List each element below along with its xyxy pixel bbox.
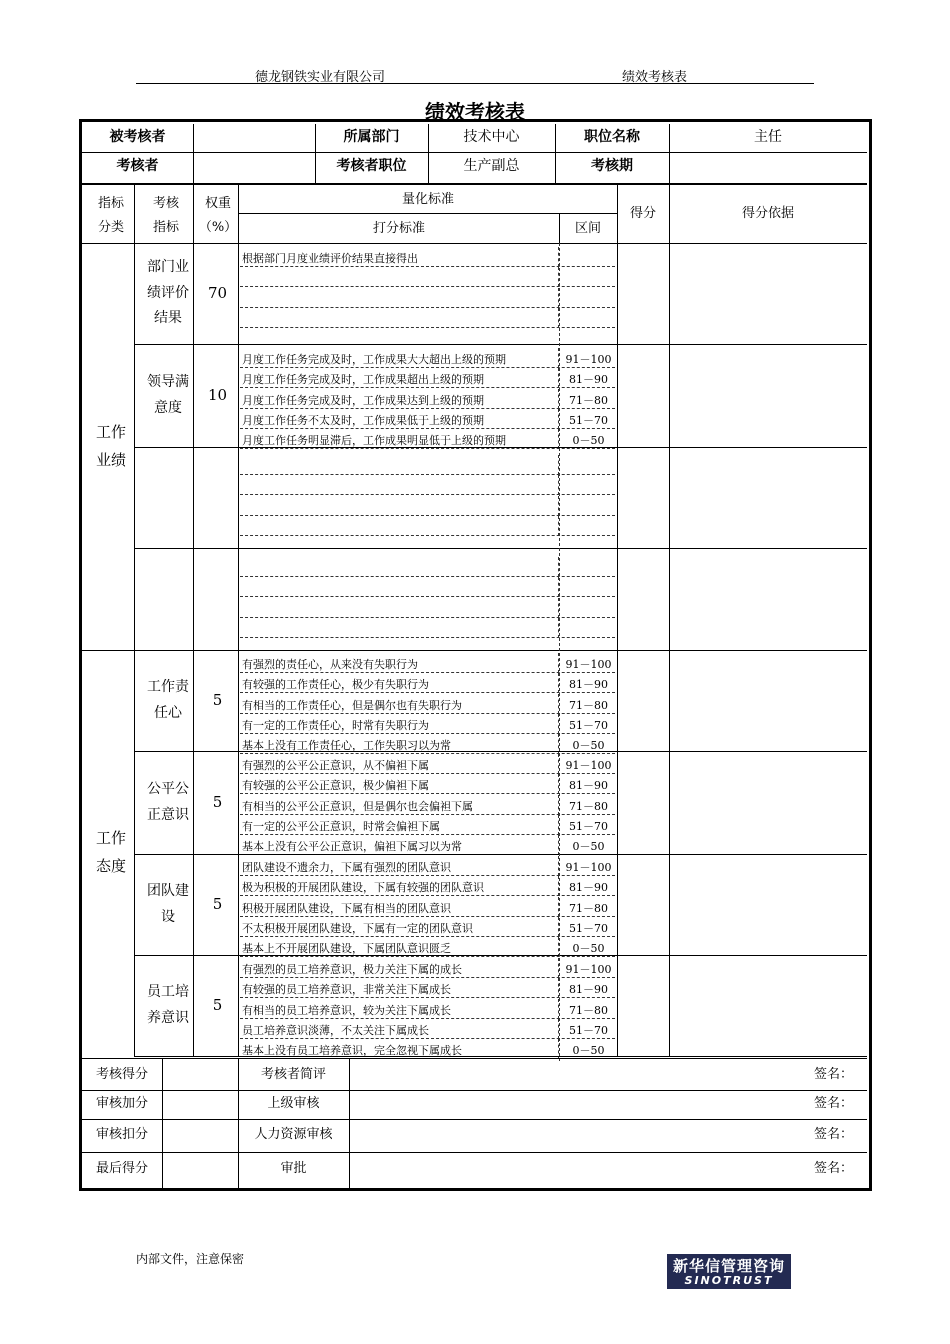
- evaluatee-label: 被考核者: [109, 129, 166, 146]
- criteria-range: 81－90: [569, 779, 608, 793]
- bottom-value-field[interactable]: [162, 1152, 238, 1186]
- grid-line: [428, 124, 429, 183]
- criteria-text: 月度工作任务明显滞后，工作成果明显低于上级的预期: [242, 434, 506, 448]
- criteria-range: 71－80: [569, 799, 608, 813]
- grid-line: [617, 185, 618, 1056]
- criteria-text: 有相当的工作责任心，但是偶尔也有失职行为: [242, 698, 462, 712]
- criteria-text: 不太积极开展团队建设，下属有一定的团队意识: [242, 921, 473, 935]
- bottom-col-divider: [349, 1058, 350, 1188]
- criteria-range: 91－100: [565, 759, 612, 772]
- signature-label: 签名：: [813, 1067, 853, 1083]
- criteria-text: 有较强的公平公正意识，极少偏袒下属: [242, 779, 429, 793]
- score-cell[interactable]: [617, 243, 669, 344]
- criteria-text: 有相当的公平公正意识，但是偶尔也会偏袒下属: [242, 799, 473, 813]
- criteria-text: 月度工作任务完成及时，工作成果达到上级的预期: [242, 393, 484, 407]
- grid-line: [669, 185, 670, 1056]
- indicator-name: 部门业绩评价结果: [147, 258, 189, 327]
- logo-en-text: SINOTRUST: [684, 1274, 774, 1287]
- criteria-range: 91－100: [565, 861, 612, 874]
- criteria-text: 团队建设不遗余力，下属有强烈的团队意识: [242, 861, 451, 874]
- criteria-text: 有相当的员工培养意识，较为关注下属成长: [242, 1003, 451, 1017]
- criteria-text: 基本上没有员工培养意识，完全忽视下属成长: [242, 1044, 462, 1058]
- logo-cn-text: 新华信管理咨询: [672, 1257, 785, 1275]
- criteria-range: 71－80: [569, 393, 608, 407]
- criteria-text: 有强烈的员工培养意识，极力关注下属的成长: [242, 963, 462, 976]
- score-cell[interactable]: [617, 548, 669, 650]
- criteria-text: 月度工作任务完成及时，工作成果超出上级的预期: [242, 373, 484, 387]
- score-cell[interactable]: [617, 344, 669, 447]
- bottom-row-label: 审核加分: [95, 1096, 148, 1112]
- col-score: 得分: [629, 206, 656, 222]
- indicator-weight: 10: [207, 385, 228, 404]
- indicator-weight: [196, 548, 239, 650]
- indicator-name: [140, 548, 196, 650]
- row-divider: [134, 1056, 867, 1057]
- criteria-range: 0－50: [572, 942, 605, 956]
- col-quant-standard: 量化标准: [401, 192, 454, 208]
- category-attitude: 工作态度: [95, 829, 126, 875]
- evaluator-position-label: 考核者职位: [336, 158, 407, 175]
- criteria-range: 51－70: [569, 921, 608, 935]
- grid-line: [193, 124, 194, 183]
- criteria-text: 有一定的工作责任心，时常有失职行为: [242, 718, 429, 732]
- signature-field[interactable]: [349, 1119, 867, 1152]
- criteria-range: 81－90: [569, 983, 608, 997]
- bottom-value-field[interactable]: [162, 1119, 238, 1152]
- dept-field[interactable]: 技术中心: [463, 129, 520, 146]
- criteria-text: 基本上没有工作责任心，工作失职习以为常: [242, 739, 451, 753]
- bottom-value-field[interactable]: [162, 1061, 238, 1090]
- period-field[interactable]: [669, 152, 867, 182]
- col-range: 区间: [574, 220, 601, 236]
- criteria-range: 81－90: [569, 678, 608, 692]
- signature-label: 签名：: [813, 1127, 853, 1143]
- grid-line: [134, 185, 135, 1056]
- basis-cell[interactable]: [669, 751, 867, 854]
- basis-cell[interactable]: [669, 955, 867, 1056]
- page-title: 绩效考核表: [425, 100, 525, 124]
- bottom-col-divider: [238, 1058, 239, 1188]
- criteria-range: 91－100: [565, 353, 612, 366]
- criteria-range: 0－50: [572, 840, 605, 854]
- criteria-text: 有较强的工作责任心，极少有失职行为: [242, 678, 429, 692]
- indicator-weight: 5: [212, 792, 223, 811]
- sinotrust-logo: [667, 1254, 791, 1289]
- evaluator-position-field[interactable]: 生产副总: [463, 158, 520, 175]
- criteria-range: 91－100: [565, 963, 612, 976]
- indicator-weight: 5: [212, 995, 223, 1014]
- bottom-review-label: 审批: [280, 1160, 307, 1176]
- grid-line: [238, 185, 239, 1056]
- header-doc-name: 绩效考核表: [622, 70, 688, 85]
- evaluator-field[interactable]: [193, 152, 315, 182]
- indicator-name: 领导满意度: [147, 373, 189, 416]
- signature-field[interactable]: [349, 1090, 867, 1119]
- criteria-range: 51－70: [569, 1023, 608, 1037]
- bottom-row-label: 审核扣分: [95, 1127, 148, 1143]
- criteria-range: 0－50: [572, 434, 605, 448]
- criteria-text: 员工培养意识淡薄，不太关注下属成长: [242, 1023, 429, 1037]
- score-cell[interactable]: [617, 650, 669, 751]
- indicator-weight: [196, 447, 239, 548]
- criteria-range: 81－90: [569, 881, 608, 895]
- criteria-range: 0－50: [572, 1044, 605, 1058]
- basis-cell[interactable]: [669, 344, 867, 447]
- bottom-row-label: 考核得分: [95, 1067, 148, 1083]
- signature-field[interactable]: [349, 1061, 867, 1090]
- header-company: 德龙钢铁实业有限公司: [255, 70, 386, 85]
- criteria-text: 月度工作任务不太及时，工作成果低于上级的预期: [242, 413, 484, 427]
- signature-field[interactable]: [349, 1152, 867, 1186]
- criteria-range: 71－80: [569, 1003, 608, 1017]
- criteria-text: 根据部门月度业绩评价结果直接得出: [242, 252, 418, 265]
- grid-line: [555, 124, 556, 183]
- period-label: 考核期: [591, 158, 633, 175]
- bottom-review-label: 人力资源审核: [254, 1127, 333, 1143]
- criteria-text: 基本上不开展团队建设，下属团队意识匮乏: [242, 942, 451, 956]
- criteria-text: 有一定的公平公正意识，时常会偏袒下属: [242, 819, 440, 833]
- criteria-range: 81－90: [569, 373, 608, 387]
- basis-cell[interactable]: [669, 650, 867, 751]
- grid-line: [193, 185, 194, 1056]
- criteria-text: 有强烈的公平公正意识，从不偏袒下属: [242, 759, 429, 772]
- criteria-range: 51－70: [569, 819, 608, 833]
- basis-cell[interactable]: [669, 854, 867, 955]
- bottom-col-divider: [162, 1058, 163, 1188]
- criteria-text: 月度工作任务完成及时，工作成果大大超出上级的预期: [242, 353, 506, 366]
- score-cell[interactable]: [617, 447, 669, 548]
- bottom-row-label: 最后得分: [95, 1160, 148, 1176]
- footer-note: 内部文件，注意保密: [136, 1252, 245, 1266]
- criteria-text: 积极开展团队建设，下属有相当的团队意识: [242, 901, 451, 915]
- basis-cell[interactable]: [669, 548, 867, 650]
- grid-line: [82, 243, 867, 244]
- basis-cell[interactable]: [669, 447, 867, 548]
- criteria-range: 51－70: [569, 718, 608, 732]
- score-cell[interactable]: [617, 955, 669, 1056]
- col-weight: 权重（%）: [198, 195, 238, 235]
- bottom-review-label: 上级审核: [267, 1096, 320, 1112]
- col-indicator: 考核指标: [152, 195, 179, 235]
- criteria-text: 基本上没有公平公正意识，偏袒下属习以为常: [242, 840, 462, 854]
- grid-line: [82, 183, 867, 185]
- indicator-weight: 5: [212, 894, 223, 913]
- criteria-text: 有强烈的责任心，从来没有失职行为: [242, 658, 418, 671]
- criteria-range: 51－70: [569, 413, 608, 427]
- category-performance: 工作业绩: [95, 422, 126, 469]
- criteria-range: 91－100: [565, 658, 612, 671]
- position-field[interactable]: 主任: [754, 129, 782, 146]
- evaluator-label: 考核者: [116, 158, 159, 175]
- grid-line: [669, 124, 670, 183]
- col-basis: 得分依据: [741, 206, 794, 222]
- indicator-name: 员工培养意识: [147, 983, 189, 1026]
- grid-line: [315, 124, 316, 183]
- header-rule: [136, 83, 814, 84]
- bottom-value-field[interactable]: [162, 1090, 238, 1119]
- score-cell[interactable]: [617, 751, 669, 854]
- bottom-row-divider: [82, 1119, 867, 1120]
- position-label: 职位名称: [584, 129, 640, 146]
- indicator-name: [140, 447, 196, 548]
- indicator-name: 公平公正意识: [147, 780, 189, 823]
- bottom-row-divider: [82, 1090, 867, 1091]
- col-category: 指标分类: [97, 195, 124, 235]
- grid-line: [239, 213, 617, 214]
- indicator-weight: 5: [212, 690, 223, 709]
- evaluatee-field[interactable]: [193, 124, 315, 152]
- basis-cell[interactable]: [669, 243, 867, 344]
- score-cell[interactable]: [617, 854, 669, 955]
- col-scoring-standard: 打分标准: [372, 220, 425, 236]
- dept-label: 所属部门: [343, 129, 400, 146]
- signature-label: 签名：: [813, 1160, 853, 1176]
- grid-line: [559, 213, 560, 243]
- bottom-top-line: [82, 1058, 867, 1059]
- indicator-name: 团队建设: [147, 882, 189, 925]
- criteria-text: 有较强的员工培养意识，非常关注下属成长: [242, 983, 451, 997]
- indicator-weight: 70: [207, 283, 228, 302]
- bottom-row-divider: [82, 1152, 867, 1153]
- bottom-review-label: 考核者简评: [260, 1067, 326, 1083]
- grid-line: [82, 152, 867, 153]
- grid-line: [559, 243, 560, 1061]
- criteria-range: 71－80: [569, 901, 608, 915]
- criteria-text: 极为积极的开展团队建设，下属有较强的团队意识: [242, 881, 484, 895]
- indicator-name: 工作责任心: [147, 678, 189, 721]
- signature-label: 签名：: [813, 1096, 853, 1112]
- criteria-range: 0－50: [572, 739, 605, 753]
- criteria-range: 71－80: [569, 698, 608, 712]
